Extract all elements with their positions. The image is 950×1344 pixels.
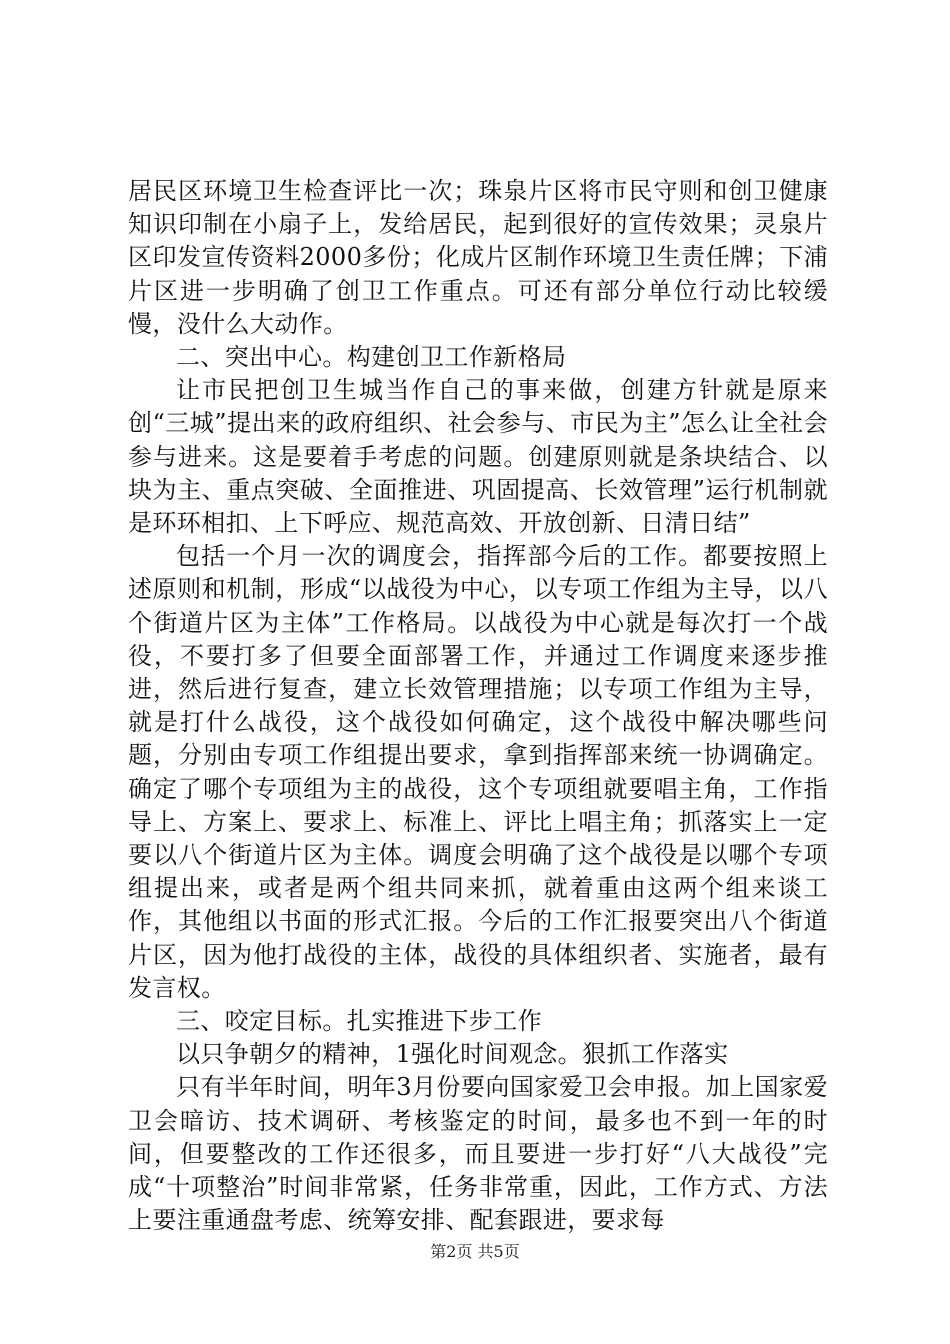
page-footer: 第2页 共5页	[430, 1242, 520, 1261]
document-body	[128, 175, 828, 1238]
paragraph: 让市民把创卫生城当作自己的事来做，创建方针就是原来创“三城”提出来的政府组织、社会参与、市民为主”怎么让全社会参与进来。这是要着手考虑的问题。创建原则就是条块结合、以块为主、重点突破、全面推进、巩固提高、长效管理”运行机制就是环环相扣、上下呼应、规范高效、开放创新、日清日结”	[128, 376, 828, 538]
section-heading-3: 三、咬定目标。扎实推进下步工作	[176, 1007, 542, 1036]
paragraph-continuation: 居民区环境卫生检查评比一次；珠泉片区将市民守则和创卫健康知识印制在小扇子上，发给居民，起到很好的宣传效果；灵泉片区印发宣传资料2000多份；化成片区制作环境卫生责任牌；下浦片区进一步明确了创卫工作重点。可还有部分单位行动比较缓慢，没什么大动作。	[128, 177, 828, 338]
sub-heading: 以只争朝夕的精神，1强化时间观念。狠抓工作落实	[176, 1040, 729, 1069]
paragraph: 只有半年时间，明年3月份要向国家爱卫会申报。加上国家爱卫会暗访、技术调研、考核鉴定的时间，最多也不到一年的时间，但要整改的工作还很多，而且要进一步打好“八大战役”完成“十项整治”时间非常紧，任务非常重，因此，工作方式、方法上要注重通盘考虑、统筹安排、配套跟进，要求每	[128, 1073, 828, 1235]
section-heading-2: 二、突出中心。构建创卫工作新格局	[176, 343, 567, 372]
paragraph: 包括一个月一次的调度会，指挥部今后的工作。都要按照上述原则和机制，形成“以战役为中心，以专项工作组为主导，以八个街道片区为主体”工作格局。以战役为中心就是每次打一个战役，不要打多了但要全面部署工作，并通过工作调度来逐步推进，然后进行复查，建立长效管理措施；以专项工作组为主导，就是打什么战役，这个战役如何确定，这个战役中解决哪些问题，分别由专项工作组提出要求，拿到指挥部来统一协调确定。确定了哪个专项组为主的战役，这个专项组就要唱主角，工作指导上、方案上、要求上、标准上、评比上唱主角；抓落实上一定要以八个街道片区为主体。调度会明确了这个战役是以哪个专项组提出来，或者是两个组共同来抓，就着重由这两个组来谈工作，其他组以书面的形式汇报。今后的工作汇报要突出八个街道片区，因为他打战役的主体，战役的具体组织者、实施者，最有发言权。	[128, 542, 828, 1002]
